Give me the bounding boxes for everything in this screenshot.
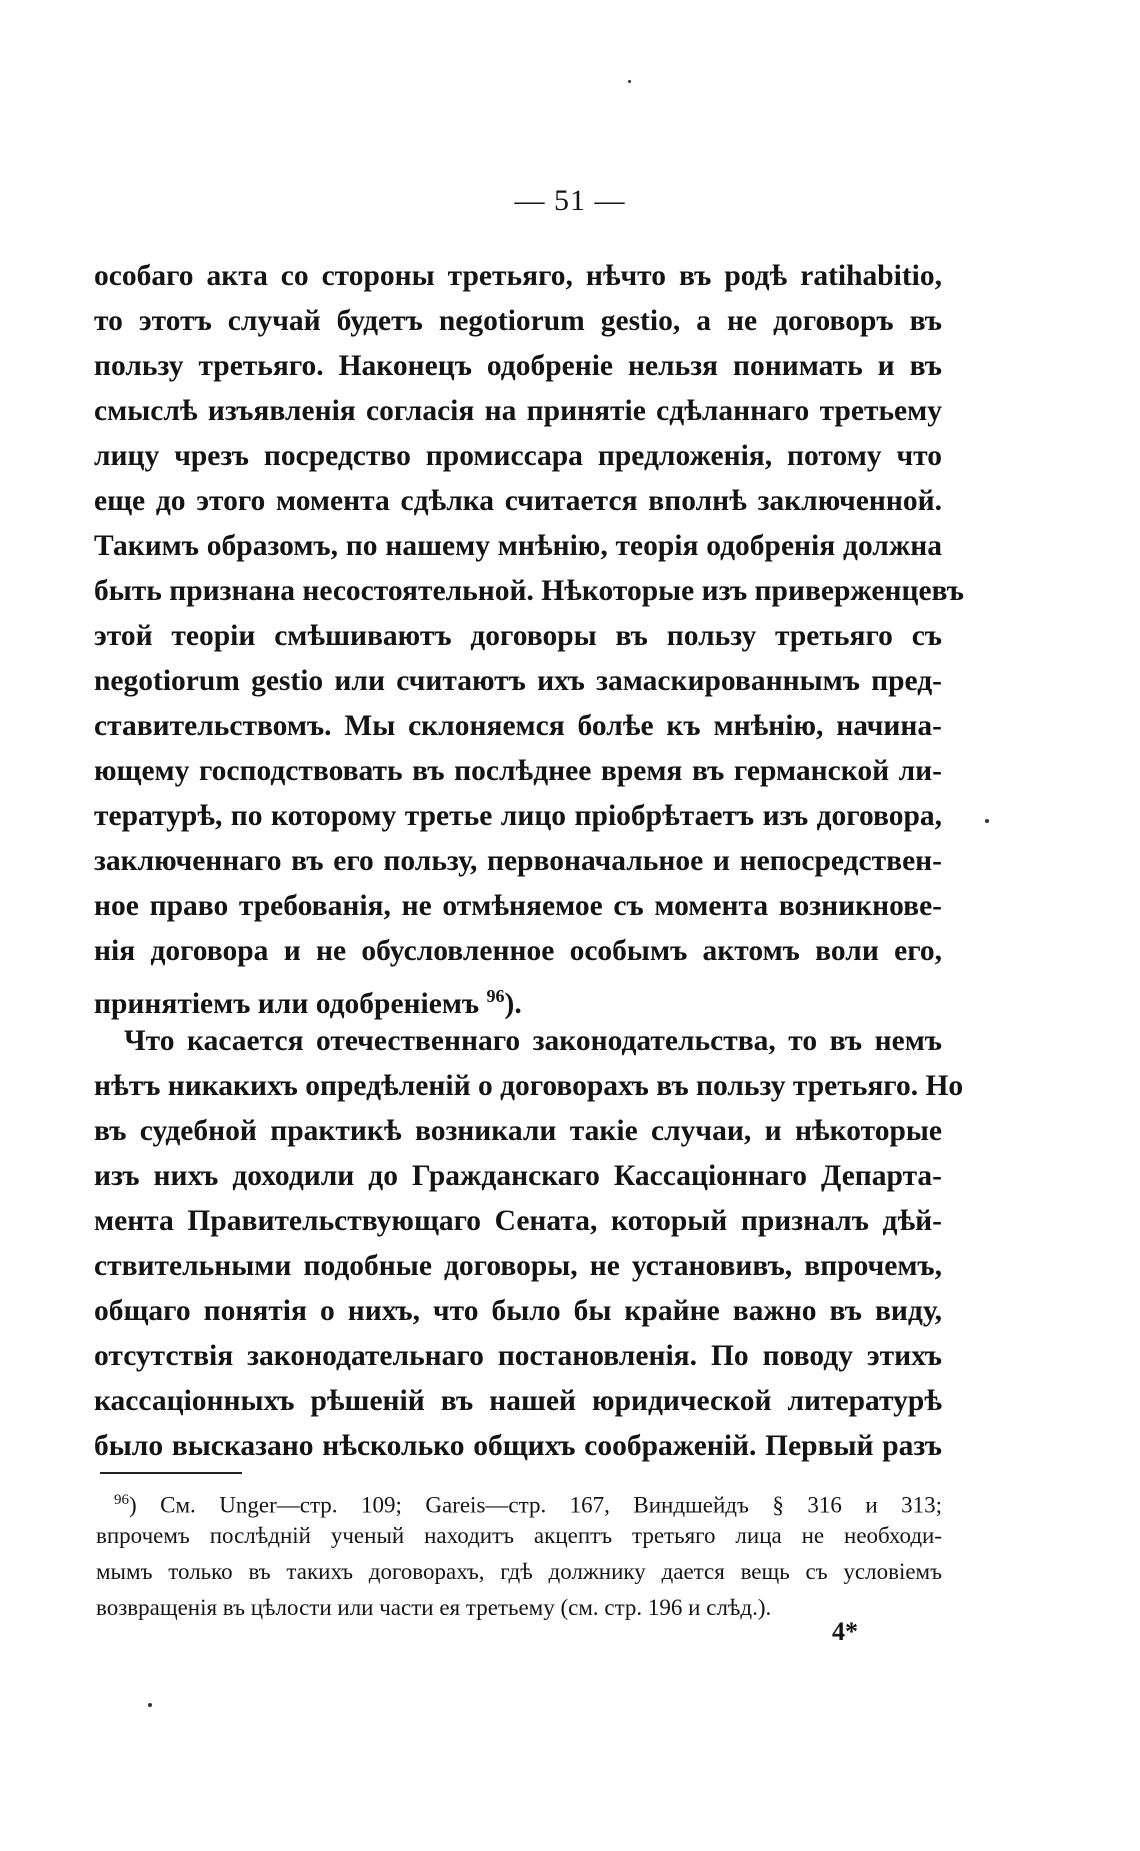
footnote-line (96, 1482, 942, 1518)
text-line: negotiorum gestio или считаютъ ихъ замаскированнымъ пред- (94, 665, 942, 697)
page-number: — 51 — (514, 184, 626, 217)
text-line: Такимъ образомъ, по нашему мнѣнію, теорія одобренія должна (94, 530, 942, 562)
text-line: то этотъ случай будетъ negotiorum gestio, а не договоръ въ (94, 305, 942, 337)
text-line: было высказано нѣсколько общихъ соображеній. Первый разъ (94, 1430, 942, 1462)
text-line: изъ нихъ доходили до Гражданскаго Кассаціоннаго Департа- (94, 1160, 942, 1192)
footnote (96, 1482, 942, 1626)
paper-speck (628, 80, 631, 83)
text-line: пользу третьяго. Наконецъ одобреніе нельзя понимать и въ (94, 350, 942, 382)
text-line-with-footnote-ref (94, 974, 942, 1019)
text-line: еще до этого момента сдѣлка считается вполнѣ заключенной. (94, 485, 942, 517)
paragraph-start-line: Что касается отечественнаго законодательства, то въ немъ (124, 1025, 942, 1057)
footnote-line: возвращенія въ цѣлости или части ея третьему (см. стр. 196 и слѣд.). (96, 1595, 772, 1620)
text-line: смыслѣ изъявленія согласія на принятіе сдѣланнаго третьему (94, 395, 942, 427)
text-line: особаго акта со стороны третьяго, нѣчто въ родѣ ratihabitio, (94, 260, 942, 292)
main-text (94, 254, 964, 1469)
footnote-marker: 96 (114, 1492, 129, 1508)
text-fragment: ) См. Unger—стр. 109; Gareis—стр. 167, Виндшейдъ § 316 и 313; (129, 1492, 942, 1518)
text-line: общаго понятія о нихъ, что было бы крайне важно въ виду, (94, 1295, 942, 1327)
text-line: нѣтъ никакихъ опредѣленій о договорахъ въ пользу третьяго. Но (94, 1070, 964, 1102)
text-fragment: принятіемъ или одобреніемъ (94, 987, 480, 1020)
text-line: ное право требованія, не отмѣняемое съ момента возникнове- (94, 890, 942, 922)
footnote-line: впрочемъ послѣдній ученый находитъ акцептъ третьяго лица не необходи- (96, 1523, 942, 1548)
text-fragment: ). (504, 987, 522, 1020)
footnote-reference: 96 (486, 986, 505, 1006)
text-line: отсутствія законодательнаго постановленія. По поводу этихъ (94, 1340, 942, 1372)
text-line: нія договора и не обусловленное особымъ актомъ воли его, (94, 935, 942, 967)
paper-speck (148, 1703, 152, 1707)
footnote-line: мымъ только въ такихъ договорахъ, гдѣ должнику дается вещь съ условіемъ (96, 1559, 942, 1584)
text-line: лицу чрезъ посредство промиссара предложенія, потому что (94, 440, 942, 472)
text-line: ставительствомъ. Мы склоняемся болѣе къ мнѣнію, начина- (94, 710, 942, 742)
text-line: ющему господствовать въ послѣднее время въ германской ли- (94, 755, 942, 787)
text-line: мента Правительствующаго Сената, который призналъ дѣй- (94, 1205, 942, 1237)
paper-speck (985, 819, 989, 823)
footnote-divider (100, 1472, 242, 1474)
text-line: этой теоріи смѣшиваютъ договоры въ пользу третьяго съ (94, 620, 942, 652)
text-line: кассаціонныхъ рѣшеній въ нашей юридической литературѣ (94, 1385, 942, 1417)
text-line: въ судебной практикѣ возникали такіе случаи, и нѣкоторые (94, 1115, 942, 1147)
signature-mark: 4* (832, 1617, 858, 1646)
text-line: быть признана несостоятельной. Нѣкоторые изъ приверженцевъ (94, 575, 964, 607)
text-line: ствительными подобные договоры, не установивъ, впрочемъ, (94, 1250, 942, 1282)
text-line: заключеннаго въ его пользу, первоначальное и непосредствен- (94, 845, 942, 877)
text-line: тературѣ, по которому третье лицо пріобрѣтаетъ изъ договора, (94, 800, 942, 832)
